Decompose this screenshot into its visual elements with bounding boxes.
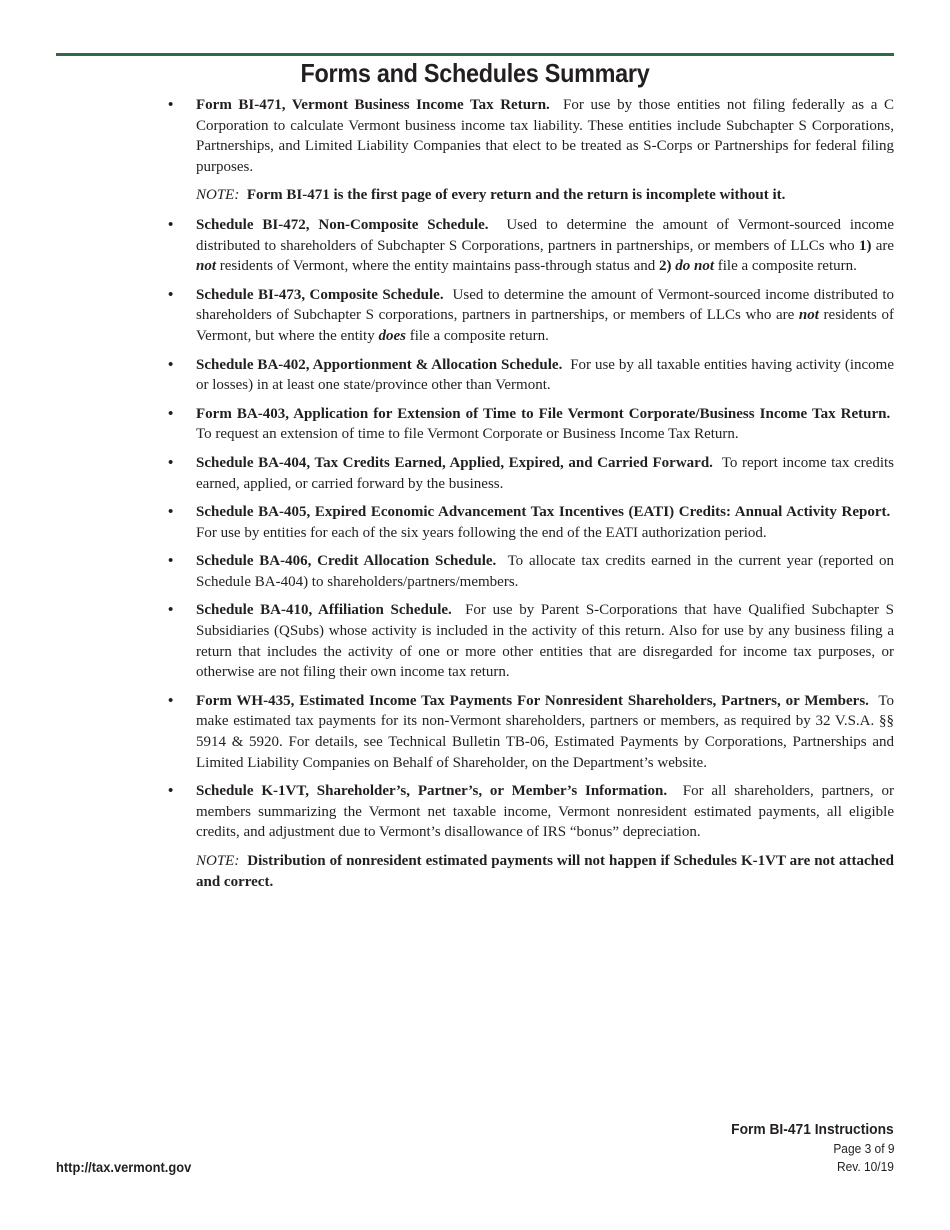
item-heading: Form BI-471, Vermont Business Income Tax Return. [196, 97, 550, 113]
footer-page-number: Page 3 of 9 [832, 1141, 894, 1156]
list-item-bi472 [168, 215, 895, 277]
item-text: For all shareholders, partners, or members summarizing the Vermont net taxable income, Vermont nonresident estimated payments, all eligible credits, and adjustment due to Vermont’s disallowance of IRS “bonus” depreciation. [196, 783, 894, 841]
item-text: For use by all taxable entities having activity (income or losses) in at least one state/province other than Vermont. [196, 356, 894, 394]
note-label: NOTE: [196, 187, 240, 204]
item-emphasis: not [798, 307, 819, 324]
bullet-icon: • [168, 602, 174, 619]
bullet-icon: • [168, 97, 174, 113]
bullet-icon: • [168, 454, 174, 471]
note-text: Distribution of nonresident estimated payments will not happen if Schedules K-1VT are not attached and correct. [196, 853, 894, 890]
note-label: NOTE: [196, 853, 240, 869]
bullet-icon: • [168, 286, 174, 303]
item-text: Used to determine the amount of Vermont-sourced income distributed to shareholders of Subchapter S corporations, partners in partnerships, or members of LLCs who are [196, 286, 895, 324]
list-item-ba410 [168, 600, 894, 682]
item-heading: Schedule BA-406, Credit Allocation Schedule. [196, 553, 497, 570]
footer-revision: Rev. 10/19 [837, 1159, 894, 1174]
item-text: file a composite return. [409, 327, 549, 344]
item-text: Used to determine the amount of Vermont-sourced income distributed to shareholders of Subchapter S Corporations, partners in partnerships, or members of LLCs who [196, 216, 894, 254]
list-item-ba404 [168, 453, 894, 494]
list-item-k1vt [168, 781, 894, 843]
note-text: Form BI-471 is the first page of every return and the return is incomplete without it. [246, 187, 786, 204]
bullet-icon: • [168, 216, 174, 233]
page-title: Forms and Schedules Summary [300, 58, 650, 88]
item-text: For use by Parent S-Corporations that have Qualified Subchapter S Subsidiaries (QSubs) whose activity is included in the activity of this return. Also for use by any business filing a return that includes the activity of one or more other entities that are disregarded for income tax purposes, or otherwise are not filing their own income tax return. [196, 602, 894, 681]
list-item-ba405 [168, 502, 894, 543]
item-heading: Schedule BI-473, Composite Schedule. [196, 286, 444, 303]
list-item-bi473 [168, 285, 895, 347]
item-text: For use by those entities not filing federally as a C Corporation to calculate Vermont business income tax liability. These entities include Subchapter S Corporations, Partnerships, and Limited Liability Companies that elect to be treated as S-Corps or Partnerships for federal filing purposes. [196, 97, 895, 175]
note-distribution [196, 851, 894, 892]
item-emphasis: not [196, 258, 217, 275]
list-item-ba402 [168, 355, 894, 396]
item-number: 2) [658, 258, 672, 275]
item-text: residents of Vermont, but where the entity [196, 307, 894, 344]
footer-form-name: Form BI-471 Instructions [731, 1121, 894, 1138]
item-text: To allocate tax credits earned in the current year (reported on Schedule BA-404) to shareholders/partners/members. [196, 553, 894, 590]
bullet-icon: • [168, 783, 174, 800]
list-item-bi471 [168, 95, 895, 177]
bullet-icon: • [168, 553, 174, 570]
item-heading: Schedule BA-405, Expired Economic Advancement Tax Incentives (EATI) Credits: Annual Activity Report. [196, 504, 891, 521]
item-text: residents of Vermont, where the entity maintains pass-through status and [219, 258, 656, 275]
list-item-ba406 [168, 551, 894, 592]
item-heading: Schedule BA-404, Tax Credits Earned, Applied, Expired, and Carried Forward. [196, 454, 713, 471]
item-heading: Schedule BA-410, Affiliation Schedule. [196, 602, 452, 619]
item-heading: Schedule BA-402, Apportionment & Allocation Schedule. [196, 356, 563, 373]
list-item-wh435 [168, 691, 895, 773]
summary-list [168, 95, 895, 901]
bullet-icon: • [168, 504, 174, 521]
item-emphasis: do not [675, 258, 714, 275]
item-text: file a composite return. [717, 258, 857, 275]
item-heading: Schedule BI-472, Non-Composite Schedule. [196, 216, 489, 233]
footer-url-link[interactable]: http://tax.vermont.gov [56, 1159, 192, 1175]
list-item-ba403 [168, 404, 894, 445]
item-heading: Form WH-435, Estimated Income Tax Payments For Nonresident Shareholders, Partners, or Members. [196, 692, 869, 709]
item-text: To make estimated tax payments for its non-Vermont shareholders, partners or members, as required by 32 V.S.A. §§ 5914 & 5920. For details, see Technical Bulletin TB-06, Estimated Payments by Corporations, Partnerships and Limited Liability Companies on Behalf of Shareholder, on the Department’s website. [196, 692, 895, 771]
bullet-icon: • [168, 405, 174, 422]
item-text: To report income tax credits earned, applied, or carried forward by the business. [196, 454, 894, 492]
note-first-page [196, 185, 894, 206]
item-number: 1) [858, 237, 872, 254]
item-emphasis: does [378, 327, 406, 344]
item-heading: Form BA-403, Application for Extension of Time to File Vermont Corporate/Business Income Tax Return. [196, 405, 891, 422]
item-text: To request an extension of time to file Vermont Corporate or Business Income Tax Return. [196, 426, 739, 443]
bullet-icon: • [168, 356, 174, 373]
item-heading: Schedule K-1VT, Shareholder’s, Partner’s, or Member’s Information. [196, 783, 668, 800]
item-text: are [875, 237, 895, 254]
bullet-icon: • [168, 692, 174, 709]
item-text: For use by entities for each of the six years following the end of the EATI authorization period. [196, 524, 767, 541]
header-rule [56, 53, 894, 56]
